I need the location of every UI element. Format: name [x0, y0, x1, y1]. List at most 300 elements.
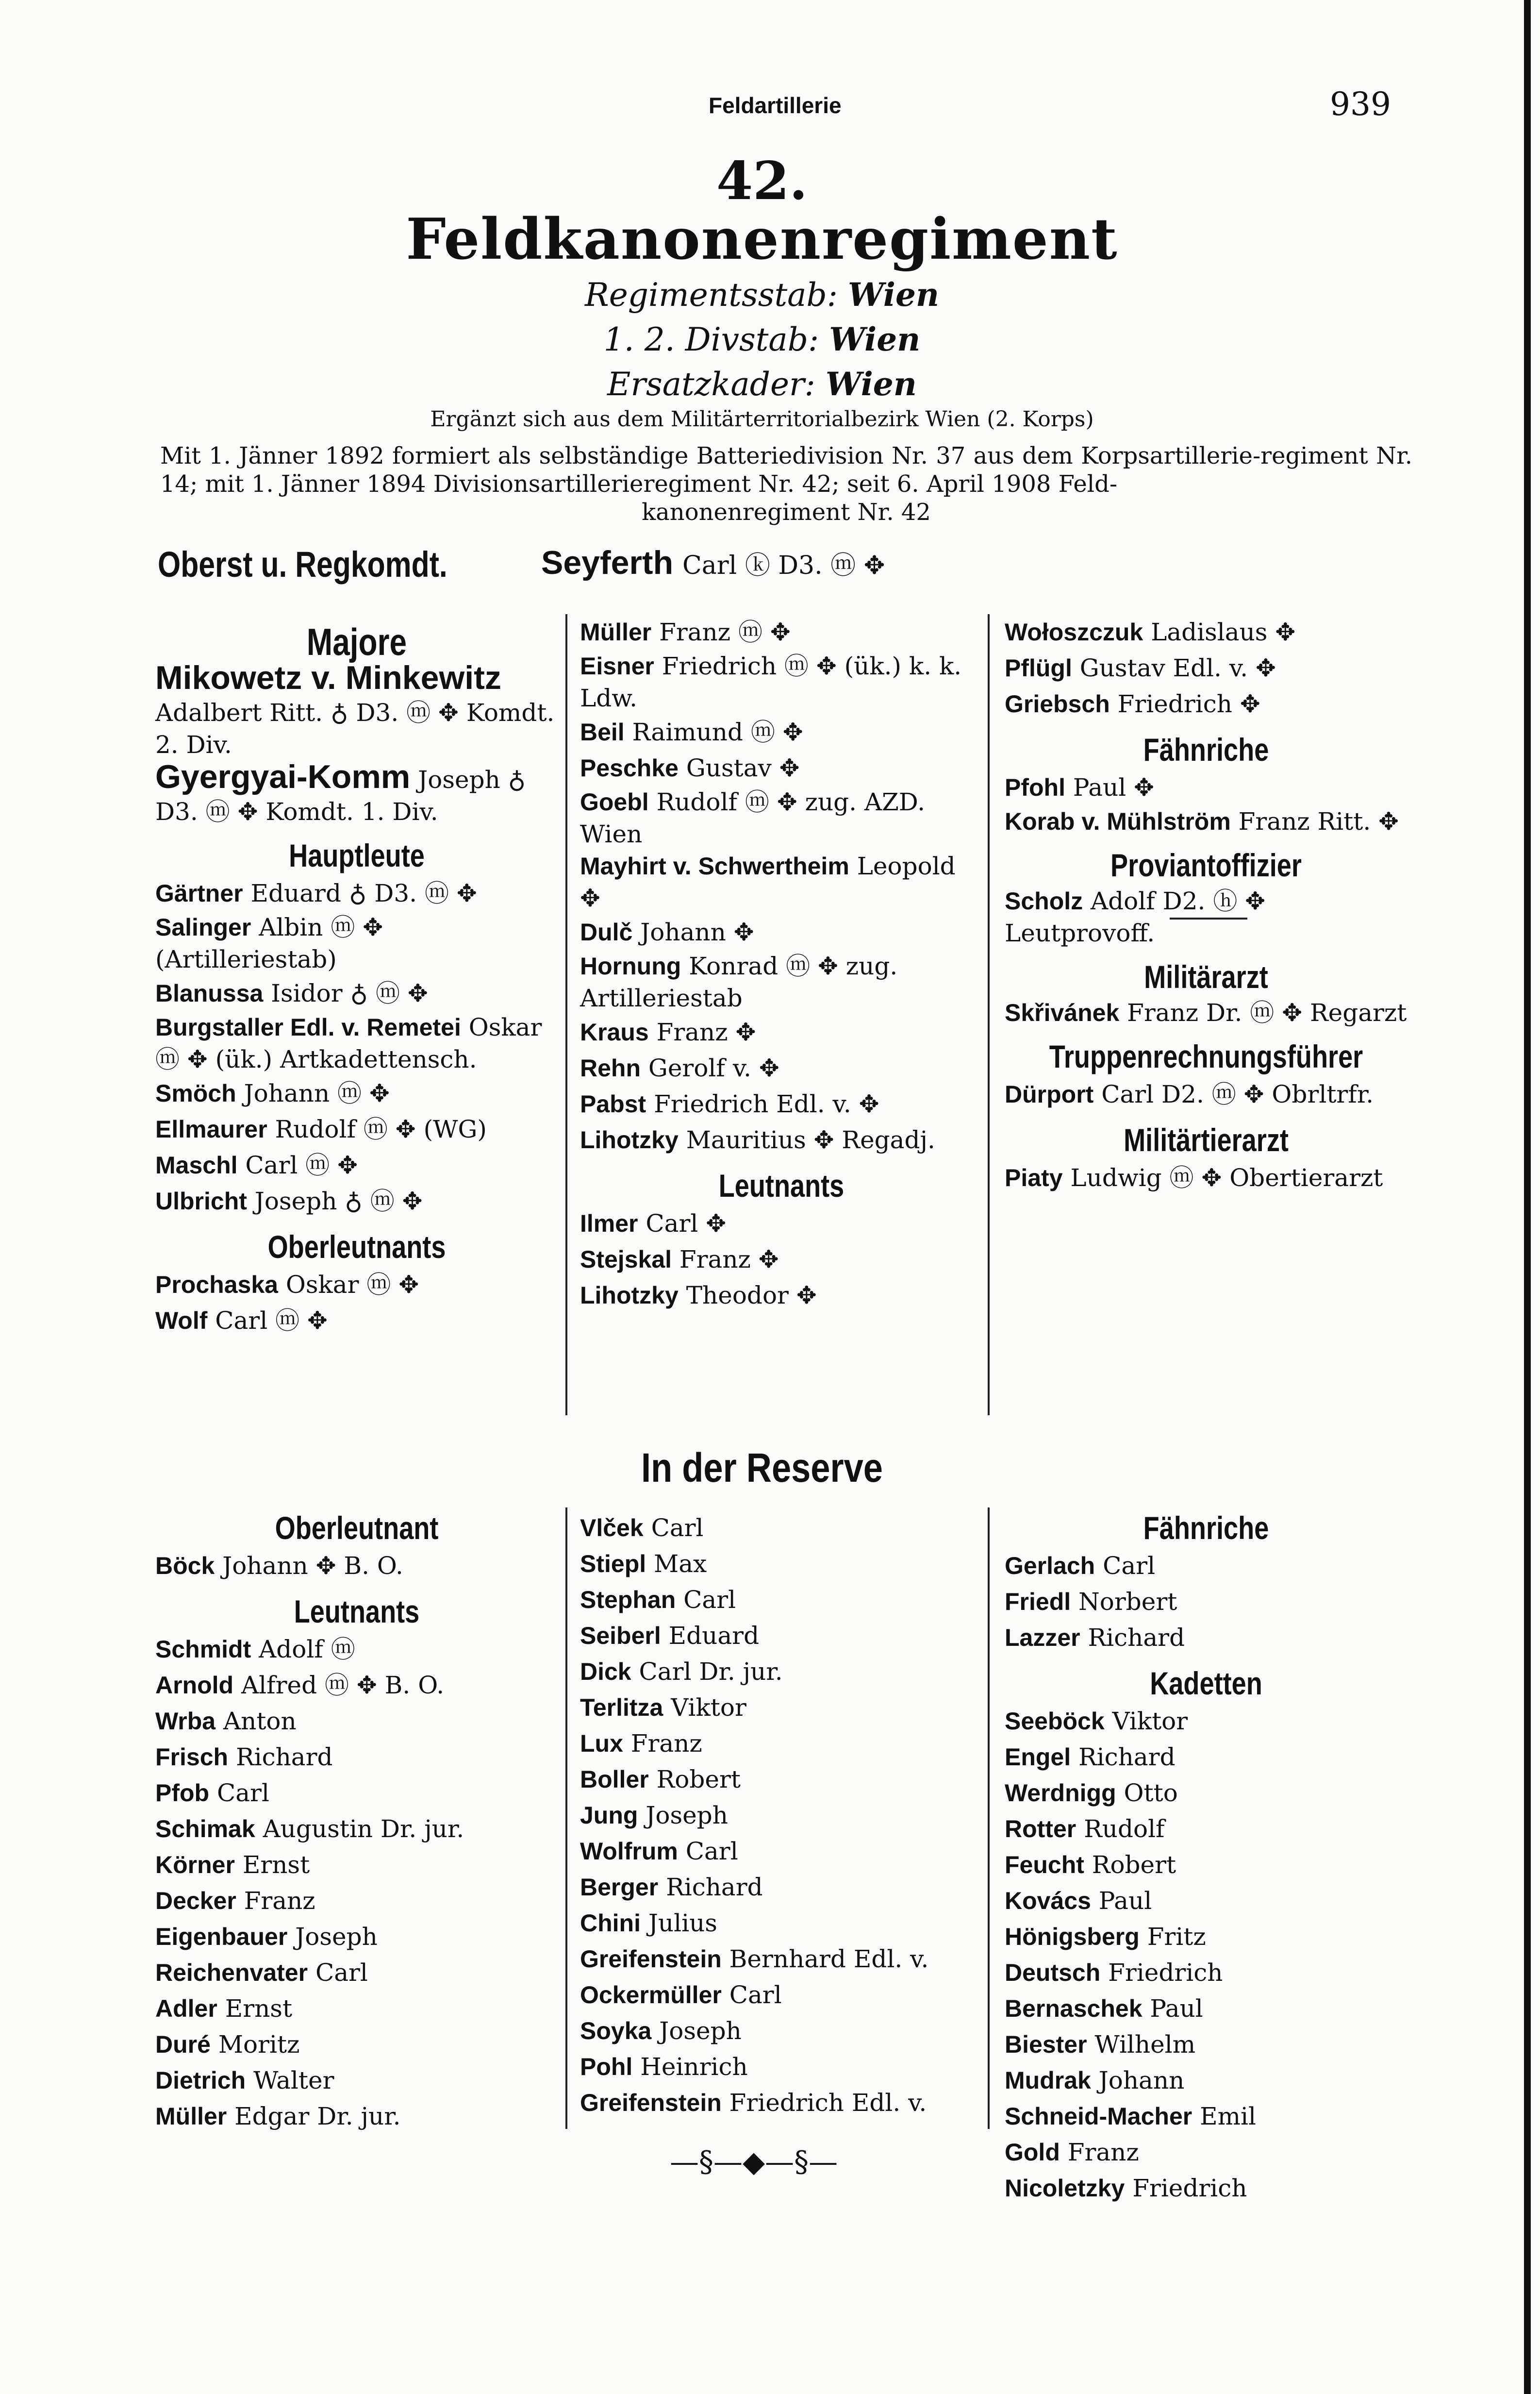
section-heading: Majore — [306, 620, 407, 663]
entry-details: Fritz — [1139, 1923, 1206, 1951]
entry-surname: Hönigsberg — [1005, 1923, 1140, 1950]
entry-details: Robert — [648, 1765, 741, 1793]
roster-entry — [580, 1050, 983, 1086]
roster-entry — [580, 1941, 983, 1977]
roster-entry — [580, 1833, 983, 1869]
roster-entry — [155, 659, 558, 761]
entry-details: Ernst — [217, 1994, 293, 2023]
roster-entry — [580, 1510, 983, 1546]
section-heading: Proviantoffizier — [1110, 847, 1302, 883]
section-heading: Militärarzt — [1144, 959, 1268, 995]
commander-details: Carl ⓚ D3. ⓜ ✥ — [682, 551, 885, 580]
entry-surname: Kraus — [580, 1019, 649, 1046]
entry-surname: Böck — [155, 1552, 215, 1579]
roster-entry — [580, 1205, 983, 1241]
section-heading: Kadetten — [1150, 1665, 1262, 1701]
entry-surname: Feucht — [1005, 1851, 1084, 1878]
history-text-last: kanonenregiment Nr. 42 — [642, 499, 931, 526]
active-column-3 — [1005, 614, 1408, 1196]
entry-details: Carl — [721, 1981, 782, 2009]
entry-details: Friedrich ✥ — [1109, 690, 1260, 718]
entry-details: Franz — [1060, 2138, 1139, 2166]
staff-line — [0, 320, 1524, 358]
entry-surname: Eisner — [580, 653, 654, 680]
entry-details: Johann ✥ B. O. — [215, 1552, 403, 1580]
entry-surname: Duré — [155, 2031, 211, 2058]
entry-surname: Chini — [580, 1909, 641, 1937]
roster-entry — [580, 1725, 983, 1761]
roster-entry — [580, 2013, 983, 2049]
roster-entry — [155, 975, 558, 1011]
entry-details: Friedrich Edl. v. ✥ — [646, 1090, 879, 1118]
roster-entry — [1005, 1739, 1408, 1775]
roster-entry — [155, 1075, 558, 1111]
roster-entry — [155, 1303, 558, 1339]
roster-entry — [1005, 2026, 1408, 2062]
entry-details: Adalbert Ritt. ♁ D3. ⓜ ✥ Komdt. 2. Div. — [155, 699, 555, 759]
section-heading: Militärtierarzt — [1124, 1122, 1289, 1158]
entry-surname: Vlček — [580, 1514, 644, 1541]
entry-details: Rudolf — [1076, 1815, 1165, 1843]
entry-surname: Mikowetz v. Minkewitz — [155, 659, 501, 696]
entry-surname: Ellmaurer — [155, 1116, 267, 1143]
entry-surname: Beil — [580, 719, 625, 746]
entry-details: Augustin Dr. jur. — [255, 1815, 464, 1843]
roster-entry — [155, 1811, 558, 1847]
roster-entry — [1005, 1811, 1408, 1847]
entry-surname: Wolf — [155, 1307, 208, 1334]
entry-details: Ernst — [234, 1851, 310, 1879]
roster-entry — [1005, 770, 1408, 805]
entry-surname: Frisch — [155, 1743, 229, 1771]
section-heading: Oberleutnants — [267, 1229, 446, 1265]
staff-label: Regimentsstab: — [585, 276, 838, 314]
entry-details: Walter — [246, 2066, 334, 2094]
entry-surname: Wrba — [155, 1708, 216, 1735]
entry-details: Carl — [678, 1837, 738, 1865]
entry-details: Franz ✥ — [672, 1245, 779, 1273]
entry-surname: Dürport — [1005, 1081, 1094, 1108]
commander-label: Oberst u. Regkomdt. — [158, 544, 447, 585]
entry-surname: Seeböck — [1005, 1708, 1105, 1735]
entry-surname: Schmidt — [155, 1636, 251, 1663]
roster-entry — [1005, 2170, 1408, 2206]
roster-entry — [155, 1667, 558, 1703]
roster-entry — [580, 850, 983, 914]
entry-surname: Dietrich — [155, 2067, 246, 2094]
entry-surname: Ilmer — [580, 1210, 638, 1237]
entry-surname: Greifenstein — [580, 2089, 722, 2116]
entry-details: Rudolf ⓜ ✥ zug. AZD. Wien — [580, 788, 925, 848]
entry-details: Raimund ⓜ ✥ — [624, 718, 803, 746]
entry-surname: Jung — [580, 1802, 638, 1829]
roster-entry — [580, 2085, 983, 2121]
entry-surname: Rotter — [1005, 1815, 1076, 1842]
entry-surname: Greifenstein — [580, 1945, 722, 1973]
roster-entry — [580, 1014, 983, 1050]
commander-entry — [541, 544, 885, 582]
staff-line — [0, 365, 1524, 403]
entry-surname: Schimak — [155, 1815, 255, 1842]
scan-edge — [1524, 0, 1531, 2394]
entry-surname: Goebl — [580, 788, 649, 816]
entry-details: Eduard — [661, 1622, 760, 1650]
roster-entry — [1005, 1955, 1408, 1991]
roster-entry — [1005, 997, 1408, 1029]
entry-details: Carl — [1095, 1552, 1156, 1580]
staff-label: Ersatzkader: — [607, 366, 815, 403]
roster-entry — [155, 875, 558, 911]
entry-details: Wilhelm — [1087, 2030, 1196, 2059]
entry-surname: Biester — [1005, 2031, 1087, 2058]
entry-surname: Burgstaller Edl. v. Remetei — [155, 1014, 461, 1041]
entry-details: Anton — [215, 1707, 297, 1735]
entry-surname: Werdnigg — [1005, 1779, 1116, 1807]
entry-details: Otto — [1116, 1779, 1178, 1807]
entry-details: Paul — [1091, 1887, 1152, 1915]
entry-details: Carl Dr. jur. — [631, 1657, 783, 1686]
entry-details: Gustav ✥ — [678, 754, 800, 782]
entry-details: Edgar Dr. jur. — [227, 2102, 401, 2130]
column-divider — [565, 614, 567, 1415]
entry-details: Theodor ✥ — [678, 1281, 817, 1309]
regiment-history — [160, 442, 1412, 526]
roster-entry — [155, 1011, 558, 1075]
entry-surname: Soyka — [580, 2017, 652, 2044]
entry-details: Norbert — [1071, 1588, 1177, 1616]
roster-entry — [1005, 2062, 1408, 2098]
roster-entry — [1005, 1703, 1408, 1739]
entry-surname: Pfohl — [1005, 774, 1065, 801]
roster-entry — [580, 750, 983, 786]
entry-surname: Gerlach — [1005, 1552, 1095, 1579]
roster-entry — [580, 1277, 983, 1313]
entry-surname: Pfob — [155, 1779, 210, 1807]
roster-entry — [155, 1955, 558, 1991]
entry-details: Isidor ♁ ⓜ ✥ — [263, 979, 428, 1007]
entry-details: Adolf D2. ⓗ ✥ Leutprovoff. — [1005, 887, 1266, 947]
roster-entry — [155, 1919, 558, 1955]
entry-details: Richard — [228, 1743, 333, 1771]
entry-surname: Pohl — [580, 2053, 633, 2080]
entry-surname: Friedl — [1005, 1588, 1071, 1615]
entry-surname: Hornung — [580, 953, 681, 980]
roster-entry — [580, 1797, 983, 1833]
roster-entry — [155, 1631, 558, 1667]
roster-entry — [580, 1690, 983, 1725]
entry-surname: Prochaska — [155, 1271, 278, 1298]
reserve-heading: In der Reserve — [641, 1445, 883, 1490]
roster-entry — [155, 1183, 558, 1219]
entry-details: Moritz — [210, 2030, 300, 2059]
entry-details: Carl — [676, 1586, 736, 1614]
entry-details: Richard — [1071, 1743, 1176, 1771]
roster-entry — [1005, 2098, 1408, 2134]
entry-details: Paul ✥ — [1065, 773, 1155, 802]
entry-details: Franz Ritt. ✥ — [1230, 807, 1399, 836]
reserve-column-1 — [155, 1500, 558, 2134]
roster-entry — [1005, 614, 1408, 650]
entry-surname: Skřivánek — [1005, 999, 1120, 1026]
roster-entry — [1005, 1775, 1408, 1811]
entry-surname: Mudrak — [1005, 2067, 1091, 2094]
roster-entry — [155, 2026, 558, 2062]
roster-entry — [155, 1847, 558, 1883]
entry-details: Bernhard Edl. v. — [721, 1945, 929, 1973]
entry-surname: Lihotzky — [580, 1126, 679, 1154]
entry-details: Carl ✥ — [638, 1209, 727, 1238]
roster-entry — [580, 1582, 983, 1618]
entry-details: Ludwig ⓜ ✥ Obertierarzt — [1062, 1164, 1383, 1192]
regiment-number: 42. — [716, 151, 808, 212]
entry-details: Joseph — [287, 1923, 378, 1951]
column-divider — [988, 614, 990, 1415]
roster-entry — [580, 1977, 983, 2013]
entry-details: Adolf ⓜ — [251, 1635, 355, 1663]
entry-surname: Wołoszczuk — [1005, 619, 1143, 646]
entry-details: Gerolf v. ✥ — [641, 1054, 779, 1082]
roster-entry — [1005, 805, 1408, 837]
entry-details: Mauritius ✥ Regadj. — [678, 1126, 935, 1154]
entry-surname: Salinger — [155, 914, 251, 941]
commander-surname: Seyferth — [541, 544, 674, 581]
entry-surname: Lazzer — [1005, 1624, 1080, 1651]
ornament: —§—◆—§— — [670, 2145, 838, 2179]
entry-surname: Lux — [580, 1730, 623, 1757]
entry-details: Carl — [308, 1959, 368, 1987]
roster-entry — [580, 1546, 983, 1582]
roster-entry — [580, 2049, 983, 2085]
roster-entry — [1005, 1991, 1408, 2026]
entry-surname: Pabst — [580, 1090, 646, 1118]
entry-details: Carl — [643, 1514, 704, 1542]
page-number: 939 — [1330, 85, 1391, 123]
section-heading: Fähnriche — [1143, 732, 1269, 768]
entry-details: Julius — [640, 1909, 717, 1937]
section-heading: Oberleutnant — [275, 1510, 439, 1546]
entry-surname: Wolfrum — [580, 1838, 678, 1865]
running-title: Feldartillerie — [709, 93, 842, 118]
entry-surname: Adler — [155, 1995, 217, 2022]
staff-value: Wien — [825, 365, 917, 403]
roster-entry — [580, 914, 983, 950]
entry-details: Joseph ♁ ⓜ ✥ — [247, 1187, 423, 1215]
entry-details: Alfred ⓜ ✥ B. O. — [233, 1671, 445, 1699]
roster-entry — [1005, 686, 1408, 722]
entry-surname: Eigenbauer — [155, 1923, 288, 1950]
entry-surname: Decker — [155, 1887, 236, 1914]
active-column-1 — [155, 614, 558, 1339]
entry-details: Oskar ⓜ ✥ (ük.) Artkadettensch. — [155, 1013, 542, 1073]
roster-entry — [580, 1654, 983, 1690]
entry-details: Franz ⓜ ✥ — [651, 618, 791, 646]
entry-details: Albin ⓜ ✥ (Artilleriestab) — [155, 913, 383, 973]
roster-entry — [1005, 1584, 1408, 1620]
roster-entry — [155, 911, 558, 975]
entry-details: Joseph ♁ D3. ⓜ ✥ Komdt. 1. Div. — [155, 766, 526, 826]
entry-details: Gustav Edl. v. ✥ — [1072, 654, 1276, 682]
entry-details: Max — [646, 1550, 707, 1578]
entry-details: Paul — [1142, 1994, 1203, 2023]
regiment-title: Feldkanonenregiment — [406, 206, 1118, 272]
entry-surname: Stiepl — [580, 1550, 646, 1577]
entry-surname: Piaty — [1005, 1164, 1063, 1191]
history-text: Mit 1. Jänner 1892 formiert als selbständige Batteriedivision Nr. 37 aus dem Korpsartillerie-regiment Nr. 14; mit 1. Jänner 1894 Divisionsartillerieregiment Nr. 42; seit 6. April 1908 Feld- — [160, 442, 1412, 498]
roster-entry — [155, 1775, 558, 1811]
entry-surname: Körner — [155, 1851, 235, 1878]
reserve-column-2 — [580, 1510, 983, 2121]
entry-details: Joseph — [651, 2017, 742, 2045]
section-heading: Fähnriche — [1143, 1510, 1269, 1546]
entry-surname: Rehn — [580, 1055, 641, 1082]
roster-entry — [155, 1703, 558, 1739]
staff-label: 1. 2. Divstab: — [603, 321, 819, 358]
entry-details: Leopold ✥ — [580, 852, 956, 912]
entry-details: Viktor — [1104, 1707, 1188, 1735]
roster-entry — [580, 714, 983, 750]
column-divider — [988, 1507, 990, 2129]
entry-details: Franz — [623, 1729, 702, 1758]
roster-entry — [1005, 1620, 1408, 1656]
entry-surname: Schneid-Macher — [1005, 2103, 1192, 2130]
recruitment-line: Ergänzt sich aus dem Militärterritorialbezirk Wien (2. Korps) — [430, 407, 1094, 432]
entry-surname: Smöch — [155, 1080, 236, 1107]
roster-entry — [580, 650, 983, 714]
entry-surname: Maschl — [155, 1152, 238, 1179]
entry-surname: Dick — [580, 1658, 631, 1685]
roster-entry — [155, 1147, 558, 1183]
roster-entry — [1005, 1076, 1408, 1112]
entry-surname: Müller — [580, 619, 652, 646]
roster-entry — [155, 2098, 558, 2134]
entry-surname: Kovács — [1005, 1887, 1091, 1914]
entry-details: Friedrich Edl. v. — [721, 2089, 927, 2117]
entry-surname: Lihotzky — [580, 1282, 679, 1309]
roster-entry — [1005, 1919, 1408, 1955]
entry-surname: Griebsch — [1005, 690, 1110, 718]
entry-surname: Stephan — [580, 1586, 676, 1613]
entry-details: Richard — [1080, 1624, 1185, 1652]
entry-details: Carl ⓜ ✥ — [207, 1306, 328, 1335]
entry-details: Heinrich — [632, 2053, 748, 2081]
roster-entry — [155, 1111, 558, 1147]
entry-surname: Reichenvater — [155, 1959, 308, 1986]
entry-surname: Nicoletzky — [1005, 2175, 1125, 2202]
roster-entry — [155, 1739, 558, 1775]
entry-details: Friedrich ⓜ ✥ (ük.) k. k. Ldw. — [580, 652, 962, 712]
entry-surname: Dulč — [580, 919, 633, 946]
entry-surname: Mayhirt v. Schwertheim — [580, 853, 849, 880]
entry-surname: Müller — [155, 2103, 227, 2130]
roster-entry — [1005, 1883, 1408, 1919]
entry-surname: Peschke — [580, 754, 679, 782]
entry-surname: Stejskal — [580, 1246, 672, 1273]
entry-details: Franz Dr. ⓜ ✥ Regarzt — [1119, 999, 1407, 1027]
staff-value: Wien — [829, 320, 921, 358]
entry-surname: Seiberl — [580, 1622, 661, 1649]
entry-surname: Ockermüller — [580, 1981, 722, 2009]
roster-entry — [1005, 1548, 1408, 1584]
roster-entry — [580, 1761, 983, 1797]
roster-entry — [1005, 2134, 1408, 2170]
entry-details: Carl D2. ⓜ ✥ Obrltrfr. — [1093, 1080, 1374, 1108]
entry-details: Ladislaus ✥ — [1143, 618, 1296, 646]
entry-details: Robert — [1084, 1851, 1176, 1879]
entry-details: Johann ⓜ ✥ — [236, 1079, 390, 1107]
roster-entry — [580, 1086, 983, 1122]
entry-details: Franz ✥ — [648, 1018, 756, 1046]
entry-details: Rudolf ⓜ ✥ (WG) — [267, 1115, 487, 1143]
entry-details: Oskar ⓜ ✥ — [278, 1271, 419, 1299]
entry-surname: Pflügl — [1005, 654, 1072, 682]
roster-entry — [155, 1883, 558, 1919]
entry-surname: Gyergyai-Komm — [155, 758, 411, 795]
entry-surname: Terlitza — [580, 1694, 663, 1721]
roster-entry — [1005, 1160, 1408, 1196]
roster-entry — [580, 1905, 983, 1941]
roster-entry — [580, 1618, 983, 1654]
roster-entry — [1005, 885, 1408, 949]
entry-details: Carl — [209, 1779, 269, 1807]
roster-entry — [155, 1548, 558, 1584]
roster-entry — [580, 1122, 983, 1158]
roster-entry — [580, 1241, 983, 1277]
entry-details: Friedrich — [1125, 2174, 1247, 2202]
entry-details: Johann ✥ — [632, 918, 754, 946]
active-column-2 — [580, 614, 983, 1313]
entry-details: Eduard ♁ D3. ⓜ ✥ — [243, 879, 477, 907]
roster-entry — [580, 614, 983, 650]
entry-surname: Ulbricht — [155, 1188, 247, 1215]
entry-surname: Blanussa — [155, 980, 264, 1007]
entry-surname: Arnold — [155, 1672, 234, 1699]
roster-entry — [580, 950, 983, 1014]
entry-details: Friedrich — [1100, 1959, 1223, 1987]
roster-entry — [155, 2062, 558, 2098]
reserve-column-3 — [1005, 1500, 1408, 2206]
entry-details: Franz — [236, 1887, 315, 1915]
entry-surname: Bernaschek — [1005, 1995, 1143, 2022]
entry-details: Carl ⓜ ✥ — [237, 1151, 358, 1179]
entry-surname: Boller — [580, 1766, 649, 1793]
roster-entry — [155, 758, 558, 828]
column-divider — [565, 1507, 567, 2129]
entry-surname: Berger — [580, 1874, 659, 1901]
section-heading: Leutnants — [294, 1593, 420, 1629]
roster-entry — [1005, 650, 1408, 686]
staff-value: Wien — [847, 276, 939, 314]
separator-rule — [1170, 918, 1247, 920]
entry-details: Emil — [1192, 2102, 1257, 2130]
roster-entry — [580, 786, 983, 850]
roster-entry — [155, 1991, 558, 2026]
section-heading: Truppenrechnungsführer — [1049, 1038, 1363, 1074]
section-heading: Leutnants — [718, 1168, 845, 1204]
entry-surname: Scholz — [1005, 887, 1083, 915]
section-heading: Hauptleute — [289, 837, 425, 873]
roster-entry — [1005, 1847, 1408, 1883]
staff-line — [0, 276, 1524, 314]
entry-surname: Korab v. Mühlström — [1005, 808, 1231, 835]
entry-details: Viktor — [663, 1693, 746, 1722]
entry-surname: Gärtner — [155, 880, 243, 907]
entry-surname: Engel — [1005, 1743, 1071, 1771]
roster-entry — [155, 1267, 558, 1303]
entry-details: Richard — [658, 1873, 763, 1901]
entry-details: Joseph — [638, 1801, 728, 1829]
entry-surname: Deutsch — [1005, 1959, 1101, 1986]
roster-entry — [580, 1869, 983, 1905]
